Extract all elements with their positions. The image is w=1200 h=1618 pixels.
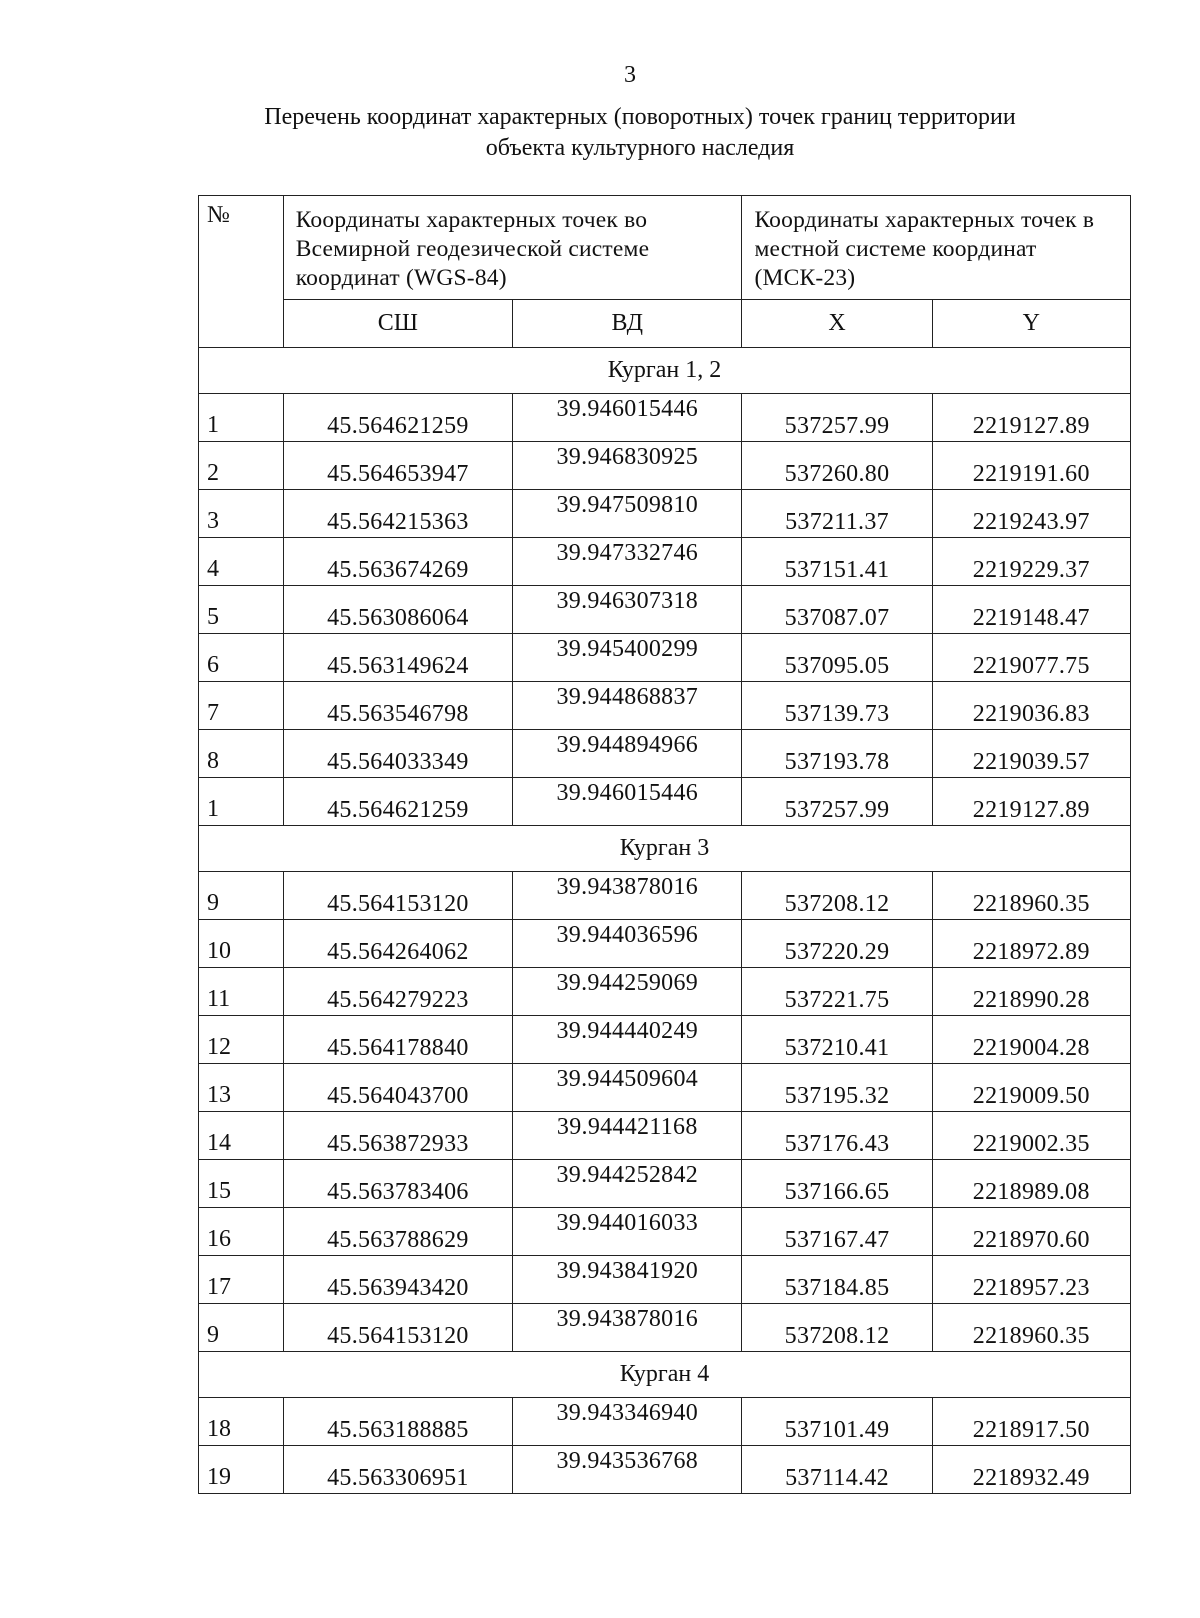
longitude-cell: 39.945400299 [513, 634, 742, 682]
header-longitude: ВД [513, 300, 742, 348]
latitude-cell: 45.564153120 [283, 1304, 512, 1352]
y-coordinate-cell: 2219229.37 [932, 538, 1130, 586]
x-coordinate-cell: 537221.75 [742, 968, 932, 1016]
latitude-cell: 45.564279223 [283, 968, 512, 1016]
header-y: Y [932, 300, 1130, 348]
x-coordinate-cell: 537257.99 [742, 394, 932, 442]
y-coordinate-cell: 2218972.89 [932, 920, 1130, 968]
y-coordinate-cell: 2219002.35 [932, 1112, 1130, 1160]
table-row [199, 1446, 1131, 1494]
point-number-cell: 11 [199, 968, 284, 1016]
longitude-cell: 39.947509810 [513, 490, 742, 538]
y-coordinate-cell: 2219148.47 [932, 586, 1130, 634]
y-coordinate-cell: 2219009.50 [932, 1064, 1130, 1112]
longitude-cell: 39.946015446 [513, 394, 742, 442]
x-coordinate-cell: 537139.73 [742, 682, 932, 730]
table-row [199, 1016, 1131, 1064]
section-row [199, 826, 1131, 872]
point-number-cell: 8 [199, 730, 284, 778]
table-row [199, 872, 1131, 920]
table-row [199, 586, 1131, 634]
point-number-cell: 6 [199, 634, 284, 682]
x-coordinate-cell: 537195.32 [742, 1064, 932, 1112]
longitude-cell: 39.944868837 [513, 682, 742, 730]
x-coordinate-cell: 537211.37 [742, 490, 932, 538]
point-number-cell: 9 [199, 1304, 284, 1352]
table-row [199, 968, 1131, 1016]
point-number-cell: 3 [199, 490, 284, 538]
y-coordinate-cell: 2219077.75 [932, 634, 1130, 682]
y-coordinate-cell: 2218960.35 [932, 1304, 1130, 1352]
table-row [199, 778, 1131, 826]
latitude-cell: 45.564621259 [283, 778, 512, 826]
header-number: № [199, 196, 284, 348]
document-title [190, 102, 1090, 164]
x-coordinate-cell: 537257.99 [742, 778, 932, 826]
point-number-cell: 12 [199, 1016, 284, 1064]
latitude-cell: 45.564653947 [283, 442, 512, 490]
point-number-cell: 10 [199, 920, 284, 968]
coordinates-table [198, 195, 1131, 1494]
point-number-cell: 1 [199, 778, 284, 826]
x-coordinate-cell: 537114.42 [742, 1446, 932, 1494]
section-row [199, 1352, 1131, 1398]
longitude-cell: 39.947332746 [513, 538, 742, 586]
table-row [199, 634, 1131, 682]
y-coordinate-cell: 2218989.08 [932, 1160, 1130, 1208]
x-coordinate-cell: 537193.78 [742, 730, 932, 778]
document-title-line-2: объекта культурного наследия [485, 135, 795, 161]
table-row [199, 490, 1131, 538]
table-row [199, 1304, 1131, 1352]
table-row [199, 1256, 1131, 1304]
latitude-cell: 45.564621259 [283, 394, 512, 442]
x-coordinate-cell: 537101.49 [742, 1398, 932, 1446]
header-latitude: СШ [283, 300, 512, 348]
table-header [199, 196, 1131, 348]
point-number-cell: 14 [199, 1112, 284, 1160]
document-title-line-1: Перечень координат характерных (поворотных) точек границ территории [264, 104, 1016, 130]
point-number-cell: 19 [199, 1446, 284, 1494]
longitude-cell: 39.944252842 [513, 1160, 742, 1208]
y-coordinate-cell: 2219039.57 [932, 730, 1130, 778]
page-number: 3 [624, 62, 636, 88]
y-coordinate-cell: 2218970.60 [932, 1208, 1130, 1256]
latitude-cell: 45.563943420 [283, 1256, 512, 1304]
table-row [199, 1160, 1131, 1208]
point-number-cell: 13 [199, 1064, 284, 1112]
point-number-cell: 4 [199, 538, 284, 586]
x-coordinate-cell: 537167.47 [742, 1208, 932, 1256]
section-title: Курган 1, 2 [199, 348, 1131, 394]
y-coordinate-cell: 2219036.83 [932, 682, 1130, 730]
longitude-cell: 39.944259069 [513, 968, 742, 1016]
x-coordinate-cell: 537208.12 [742, 1304, 932, 1352]
x-coordinate-cell: 537184.85 [742, 1256, 932, 1304]
latitude-cell: 45.564033349 [283, 730, 512, 778]
header-msk23-group: Координаты характерных точек в местной системе координат (МСК-23) [742, 196, 1131, 300]
latitude-cell: 45.564178840 [283, 1016, 512, 1064]
point-number-cell: 5 [199, 586, 284, 634]
longitude-cell: 39.944894966 [513, 730, 742, 778]
point-number-cell: 18 [199, 1398, 284, 1446]
point-number-cell: 9 [199, 872, 284, 920]
table-row [199, 442, 1131, 490]
point-number-cell: 2 [199, 442, 284, 490]
y-coordinate-cell: 2218990.28 [932, 968, 1130, 1016]
latitude-cell: 45.564264062 [283, 920, 512, 968]
latitude-cell: 45.563674269 [283, 538, 512, 586]
longitude-cell: 39.943841920 [513, 1256, 742, 1304]
point-number-cell: 16 [199, 1208, 284, 1256]
y-coordinate-cell: 2218960.35 [932, 872, 1130, 920]
longitude-cell: 39.943878016 [513, 872, 742, 920]
longitude-cell: 39.944440249 [513, 1016, 742, 1064]
latitude-cell: 45.563546798 [283, 682, 512, 730]
y-coordinate-cell: 2218957.23 [932, 1256, 1130, 1304]
y-coordinate-cell: 2219004.28 [932, 1016, 1130, 1064]
point-number-cell: 1 [199, 394, 284, 442]
longitude-cell: 39.943346940 [513, 1398, 742, 1446]
longitude-cell: 39.946830925 [513, 442, 742, 490]
section-title: Курган 4 [199, 1352, 1131, 1398]
x-coordinate-cell: 537260.80 [742, 442, 932, 490]
table-row [199, 1398, 1131, 1446]
latitude-cell: 45.564153120 [283, 872, 512, 920]
section-row [199, 348, 1131, 394]
x-coordinate-cell: 537210.41 [742, 1016, 932, 1064]
x-coordinate-cell: 537095.05 [742, 634, 932, 682]
y-coordinate-cell: 2219127.89 [932, 394, 1130, 442]
x-coordinate-cell: 537220.29 [742, 920, 932, 968]
latitude-cell: 45.563872933 [283, 1112, 512, 1160]
point-number-cell: 15 [199, 1160, 284, 1208]
longitude-cell: 39.944016033 [513, 1208, 742, 1256]
table-row [199, 538, 1131, 586]
y-coordinate-cell: 2219127.89 [932, 778, 1130, 826]
longitude-cell: 39.946015446 [513, 778, 742, 826]
longitude-cell: 39.943536768 [513, 1446, 742, 1494]
x-coordinate-cell: 537151.41 [742, 538, 932, 586]
table-row [199, 1064, 1131, 1112]
latitude-cell: 45.563086064 [283, 586, 512, 634]
latitude-cell: 45.563306951 [283, 1446, 512, 1494]
table-row [199, 682, 1131, 730]
longitude-cell: 39.943878016 [513, 1304, 742, 1352]
table-body [199, 348, 1131, 1494]
point-number-cell: 17 [199, 1256, 284, 1304]
x-coordinate-cell: 537176.43 [742, 1112, 932, 1160]
longitude-cell: 39.944036596 [513, 920, 742, 968]
section-title: Курган 3 [199, 826, 1131, 872]
x-coordinate-cell: 537208.12 [742, 872, 932, 920]
y-coordinate-cell: 2219243.97 [932, 490, 1130, 538]
latitude-cell: 45.563149624 [283, 634, 512, 682]
longitude-cell: 39.944509604 [513, 1064, 742, 1112]
table-row [199, 1112, 1131, 1160]
y-coordinate-cell: 2218917.50 [932, 1398, 1130, 1446]
table-row [199, 394, 1131, 442]
longitude-cell: 39.944421168 [513, 1112, 742, 1160]
latitude-cell: 45.564215363 [283, 490, 512, 538]
header-wgs84-group: Координаты характерных точек во Всемирной геодезической системе координат (WGS-84) [283, 196, 742, 300]
y-coordinate-cell: 2219191.60 [932, 442, 1130, 490]
point-number-cell: 7 [199, 682, 284, 730]
latitude-cell: 45.563783406 [283, 1160, 512, 1208]
y-coordinate-cell: 2218932.49 [932, 1446, 1130, 1494]
latitude-cell: 45.563188885 [283, 1398, 512, 1446]
latitude-cell: 45.564043700 [283, 1064, 512, 1112]
x-coordinate-cell: 537087.07 [742, 586, 932, 634]
longitude-cell: 39.946307318 [513, 586, 742, 634]
table-row [199, 730, 1131, 778]
table-row [199, 1208, 1131, 1256]
x-coordinate-cell: 537166.65 [742, 1160, 932, 1208]
table-row [199, 920, 1131, 968]
header-x: X [742, 300, 932, 348]
latitude-cell: 45.563788629 [283, 1208, 512, 1256]
